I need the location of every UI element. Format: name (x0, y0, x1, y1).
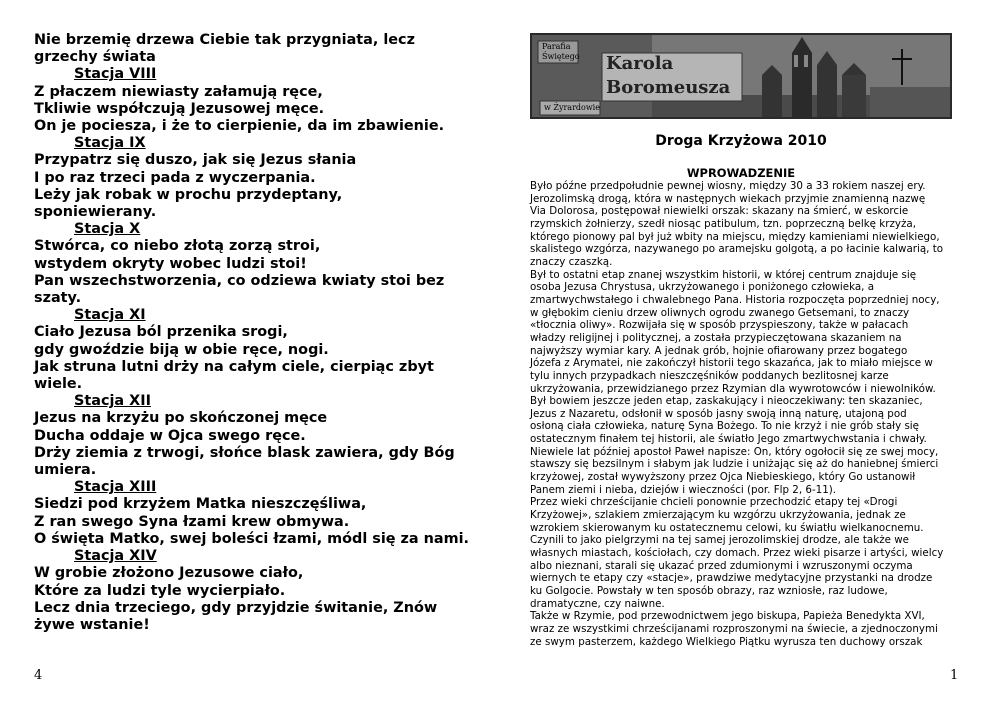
poem-line: Pan wszechstworzenia, co odziewa kwiaty stoi bez (34, 272, 445, 289)
poem-line: Ducha oddaje w Ojca swego ręce. (34, 427, 306, 444)
poem-line: gdy gwoździe biją w obie ręce, nogi. (34, 341, 329, 358)
poem-line: Ciało Jezusa ból przenika srogi, (34, 324, 288, 341)
prose-line: Via Dolorosa, postępował niewielki orszak: skazany na śmierć, w eskorcie (530, 205, 909, 218)
banner-text-parafia: Parafia (542, 42, 571, 51)
prose-line: najwyższy wymiar kary. A jednak grób, hojnie ofiarowany przez bogatego (530, 344, 908, 357)
prose-line: Także w Rzymie, pod przewodnictwem jego biskupa, Papieża Benedykta XVI, (530, 610, 925, 623)
prose-line: Panem ziemi i nieba, dziejów i wieczności (por. Flp 2, 6-11). (530, 483, 837, 496)
poem-line: sponiewierany. (34, 204, 157, 221)
poem-line: Z płaczem niewiasty załamują ręce, (34, 83, 323, 100)
prose-line: wzrokiem skierowanym ku ostatecznemu celowi, ku światłu wielkanocnemu. (530, 521, 924, 534)
poem-line: Z ran swego Syna łzami krew obmywa. (34, 513, 350, 530)
banner-name-karola: Karola (606, 53, 674, 74)
prose-line: Było późne przedpołudnie pewnej wiosny, między 30 a 33 rokiem naszej ery. (530, 180, 926, 192)
poem-line: Leży jak robak w prochu przydeptany, (34, 186, 343, 203)
station-heading: Stacja XIV (74, 548, 157, 565)
prose-line: Był to ostatni etap znanej wszystkim historii, w której centrum znajduje się (530, 268, 917, 281)
prose-line: wiernych te etapy czy «stacje», prawdziwe medytacyjne przystanki na drodze (530, 572, 933, 585)
prose-line: albo nieznani, starali się ukazać przed zdumionymi i wzruszonymi oczyma (530, 559, 913, 572)
station-heading: Stacja VIII (74, 66, 157, 83)
poem-line: Siedzi pod krzyżem Matka nieszczęśliwa, (34, 496, 367, 513)
poem-line: szaty. (34, 290, 82, 307)
prose-line: rzymskich żołnierzy, szedł niosąc patibulum, tzn. poprzeczną belkę krzyża, (530, 217, 916, 230)
poem-line: I po raz trzeci pada z wyczerpania. (34, 169, 316, 186)
banner-text-swietego: Świętego (542, 52, 580, 61)
poem-line: wiele. (34, 376, 83, 393)
poem-line: żywe wstanie! (34, 616, 150, 633)
prose-line: którego pionowy pal był już wbity na miejscu, między kamieniami niewielkiego, (530, 230, 940, 243)
poem-line: Jezus na krzyżu po skończonej męce (34, 410, 328, 427)
prose-line: własnych miastach, kościołach, czy domach. Przez wieki pisarze i artyści, wielcy (530, 547, 944, 560)
prose-line: zmartwychwstałego i chwalebnego Pana. Historia rozpoczęta poprzedniej nocy, (530, 293, 940, 306)
station-heading: Stacja XII (74, 393, 151, 410)
poem-line: Tkliwie współczują Jezusowej męce. (34, 100, 325, 117)
poem-line: umiera. (34, 462, 97, 479)
prose-line: dramatyczne, czy naiwne. (530, 597, 665, 610)
right-page-text (530, 180, 960, 648)
right-page-number: 1 (950, 668, 959, 683)
prose-line: Józefa z Arymatei, nie zakończył historii tego skazańca, jak to miało miejsce w (530, 357, 933, 370)
poem-line: Które za ludzi tyle wycierpiało. (34, 582, 286, 599)
prose-line: krzyżowej, został wywyższony przez Ojca Niebieskiego, który Go ustanowił (530, 471, 916, 484)
poem-line: W grobie złożono Jezusowe ciało, (34, 565, 304, 582)
poem-line: Stwórca, co niebo złotą zorzą stroi, (34, 238, 321, 255)
prose-line: Był bowiem jeszcze jeden etap, zaskakujący i nieoczekiwany: ten skazaniec, (530, 395, 923, 408)
poem-line: O święta Matko, swej boleści łzami, módl się za nami. (34, 530, 470, 547)
prose-line: ostatecznym finałem tej historii, ale światło Jego zmartwychwstania i chwały. (530, 433, 927, 446)
poem-line: grzechy świata (34, 49, 156, 66)
banner-text-place: w Żyrardowie (544, 103, 600, 112)
prose-line: Przez wieki chrześcijanie chcieli ponownie przechodzić etapy tej «Drogi (530, 496, 898, 509)
poem-line: Lecz dnia trzeciego, gdy przyjdzie świtanie, Znów (34, 599, 438, 616)
prose-line: Jerozolimską drogą, która w następnych wiekach przyjmie znamienną nazwę (530, 192, 926, 205)
prose-line: Jezus z Nazaretu, odsłonił w sposób jasny swoją inną naturę, utajoną pod (530, 407, 907, 420)
document-title: Droga Krzyżowa 2010 (655, 133, 827, 149)
prose-line: ukrzyżowania, przewidzianego przez Rzymian dla wywrotowców i niewolników. (530, 382, 936, 395)
poem-line: wstydem okryty wobec ludzi stoi! (34, 255, 307, 272)
prose-line: znaczy czaszką. (530, 255, 613, 268)
prose-line: skalistego wzgórza, nazywanego po aramejsku golgotą, a po łacinie kalwarią, to (530, 243, 944, 256)
section-heading: WPROWADZENIE (686, 166, 796, 180)
parish-banner (530, 33, 952, 119)
poem-line: Drży ziemia z trwogi, słońce blask zawiera, gdy Bóg (34, 444, 455, 461)
poem-line: Jak struna lutni drży na całym ciele, cierpiąc zbyt (34, 358, 434, 375)
prose-line: stawszy się bezsilnym i słabym jak ludzie i uniżając się aż do haniebnej śmierci (530, 458, 939, 471)
station-heading: Stacja XI (74, 307, 146, 324)
poem-line: Nie brzemię drzewa Ciebie tak przygniata, lecz (34, 32, 415, 48)
left-page-number: 4 (34, 668, 43, 683)
prose-line: ze swym pasterzem, każdego Wielkiego Piątku wyrusza ten duchowy orszak (530, 635, 923, 648)
poem-line: On je pociesza, i że to cierpienie, da im zbawienie. (34, 118, 445, 135)
prose-line: Czynili to jako pielgrzymi na tej samej jerozolimskiej drodze, ale także we (530, 534, 909, 547)
station-heading: Stacja XIII (74, 479, 157, 496)
prose-line: ku Golgocie. Powstały w ten sposób obrazy, raz wzniosłe, raz ludowe, (530, 585, 888, 597)
prose-line: osłoną ciała człowieka, naturę Syna Bożego. To nie krzyż i nie grób stały się (530, 420, 919, 433)
prose-line: osoba Jezusa Chrystusa, ukrzyżowanego i poniżonego człowieka, a (530, 281, 875, 294)
prose-line: Niewiele lat później apostoł Paweł napisze: On, który ogołocił się ze swej mocy, (530, 445, 939, 458)
prose-line: władzy religijnej i politycznej, a została przypieczętowana skazaniem na (530, 331, 902, 344)
left-page-text (34, 32, 474, 634)
prose-line: Krzyżowej», szlakiem zmierzającym ku wzgórzu ukrzyżowania, jednak ze (530, 509, 906, 522)
prose-line: wraz ze wszystkimi chrześcijanami rozproszonymi na świecie, a zjednoczonymi (530, 622, 938, 635)
prose-line: «tłocznia oliwy». Rozwijała się w sposób przyspieszony, także w pałacach (530, 319, 909, 332)
prose-line: w głębokim cieniu drzew oliwnych ogrodu zwanego Getsemani, to znaczy (530, 306, 910, 319)
station-heading: Stacja IX (74, 135, 146, 152)
station-heading: Stacja X (74, 221, 141, 238)
prose-line: tylu innych przypadkach nieszczęśników poddanych bezlitosnej karze (530, 369, 889, 382)
banner-name-boromeusza: Boromeusza (606, 77, 731, 98)
poem-line: Przypatrz się duszo, jak się Jezus słania (34, 152, 357, 169)
